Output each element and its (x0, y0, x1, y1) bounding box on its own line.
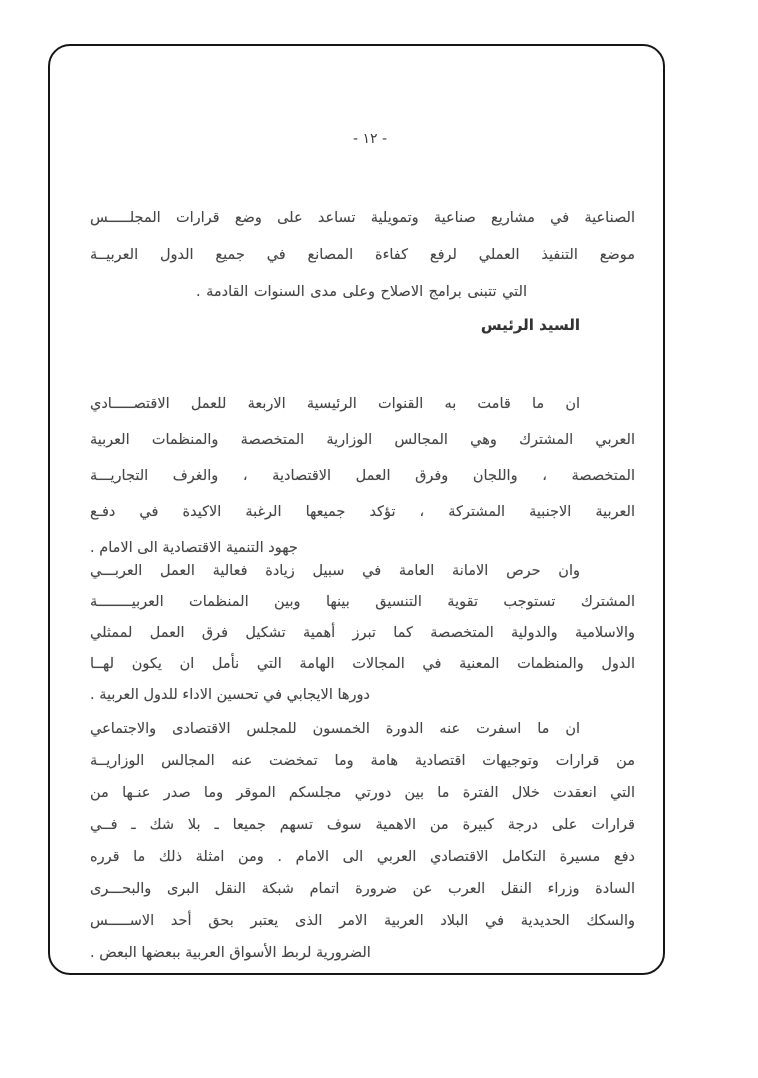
text-line: التي انعقدت خلال الفترة ما بين دورتي مجلسكم الموقر وما صدر عنـها من (90, 785, 635, 801)
text-line: قرارات على درجة كبيرة من الاهمية سوف تسهم جميعا ـ بلا شك ـ فــي (90, 817, 635, 833)
text-line: العربي المشترك وهي المجالس الوزارية المتخصصة والمنظمات العربية (90, 432, 635, 448)
text-line: جهود التنمية الاقتصادية الى الامام . (90, 540, 298, 556)
text-line: والسكك الحديدية في البلاد العربية الامر الذى يعتبر بحق أحد الاســـــس (90, 913, 635, 929)
paragraph-2 (90, 386, 635, 566)
text-line: وان حرص الامانة العامة في سبيل زيادة فعالية العمل العربـــي (90, 563, 580, 579)
text-line: دفع مسيرة التكامل الاقتصادي العربي الى الامام . ومن امثلة ذلك ما قرره (90, 849, 635, 865)
text-line: من قرارات وتوجيهات اقتصادية هامة وما تمخضت عنه المجالس الوزاريــة (90, 753, 635, 769)
text-line: المشترك تستوجب تقوية التنسيق بينها وبين المنظمات العربيــــــــة (90, 594, 635, 610)
text-line: الصناعية في مشاريع صناعية وتمويلية تساعد على وضع قرارات المجلـــــس (90, 210, 635, 226)
text-line: ان ما اسفرت عنه الدورة الخمسون للمجلس الاقتصادى والاجتماعي (90, 721, 580, 737)
salutation-heading: السيد الرئيس (480, 316, 580, 334)
text-line: التي تتبنى برامج الاصلاح وعلى مدى السنوات القادمة . (196, 284, 527, 300)
text-line: ان ما قامت به القنوات الرئيسية الاربعة للعمل الاقتصـــــادي (90, 396, 580, 412)
text-line: السادة وزراء النقل العرب عن ضرورة اتمام شبكة النقل البرى والبحـــرى (90, 881, 635, 897)
text-line: موضع التنفيذ العملي لرفع كفاءة المصانع في جميع الدول العربيــة (90, 247, 635, 263)
text-line: المتخصصة ، واللجان وفرق العمل الاقتصادية ، والغرف التجاريـــة (90, 468, 635, 484)
paragraph-3 (90, 556, 635, 711)
paragraph-4 (90, 713, 635, 969)
text-line: العربية الاجنبية المشتركة ، تؤكد جميعها الرغبة الاكيدة في دفـع (90, 504, 635, 520)
text-line: الدول والمنظمات المعنية في المجالات الهامة التي نأمل ان يكون لهــا (90, 656, 635, 672)
text-line: الضرورية لربط الأسواق العربية ببعضها البعض . (90, 945, 371, 961)
page-number: - ١٢ - (352, 131, 388, 147)
text-line: دورها الايجابي في تحسين الاداء للدول العربية . (90, 687, 370, 703)
text-line: والاسلامية والدولية المتخصصة كما تبرز أهمية تشكيل فرق العمل لممثلي (90, 625, 635, 641)
paragraph-1 (90, 200, 635, 311)
